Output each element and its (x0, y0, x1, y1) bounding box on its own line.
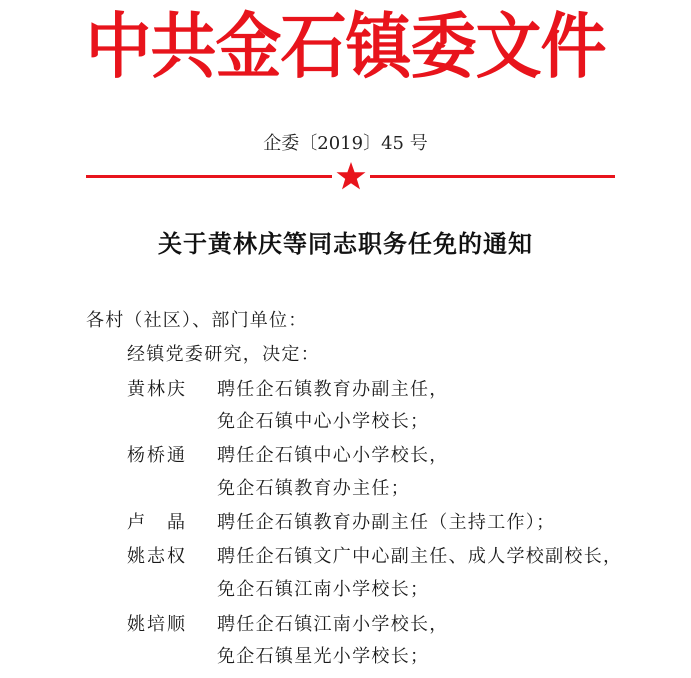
duty-line: 聘任企石镇文广中心副主任、成人学校副校长， (217, 546, 623, 567)
duty-line: 免企石镇江南小学校长； (217, 579, 430, 600)
person-name: 杨桥通 (127, 445, 187, 466)
duty-line: 聘任企石镇江南小学校长， (217, 614, 449, 635)
red-star-icon (335, 160, 367, 192)
person-name: 黄林庆 (127, 379, 187, 400)
duty-line: 免企石镇教育办主任； (217, 478, 410, 499)
intro-line: 经镇党委研究，决定： (127, 344, 320, 365)
person-name: 姚志权 (127, 546, 187, 567)
notice-title: 关于黄林庆等同志职务任免的通知 (158, 229, 533, 258)
document-number: 企委〔2019〕45 号 (263, 133, 428, 154)
person-name: 姚培顺 (127, 614, 187, 635)
duty-line: 免企石镇星光小学校长； (217, 646, 430, 667)
header-divider-right (370, 175, 615, 178)
person-name: 卢 晶 (127, 512, 187, 533)
header-divider-left (86, 175, 332, 178)
duty-line: 聘任企石镇中心小学校长， (217, 445, 449, 466)
duty-line: 聘任企石镇教育办副主任（主持工作）； (217, 512, 556, 533)
salutation: 各村（社区）、部门单位： (86, 310, 308, 331)
document-header-title: 中共金石镇委文件 (85, 5, 606, 89)
duty-line: 免企石镇中心小学校长； (217, 411, 430, 432)
duty-line: 聘任企石镇教育办副主任， (217, 379, 449, 400)
